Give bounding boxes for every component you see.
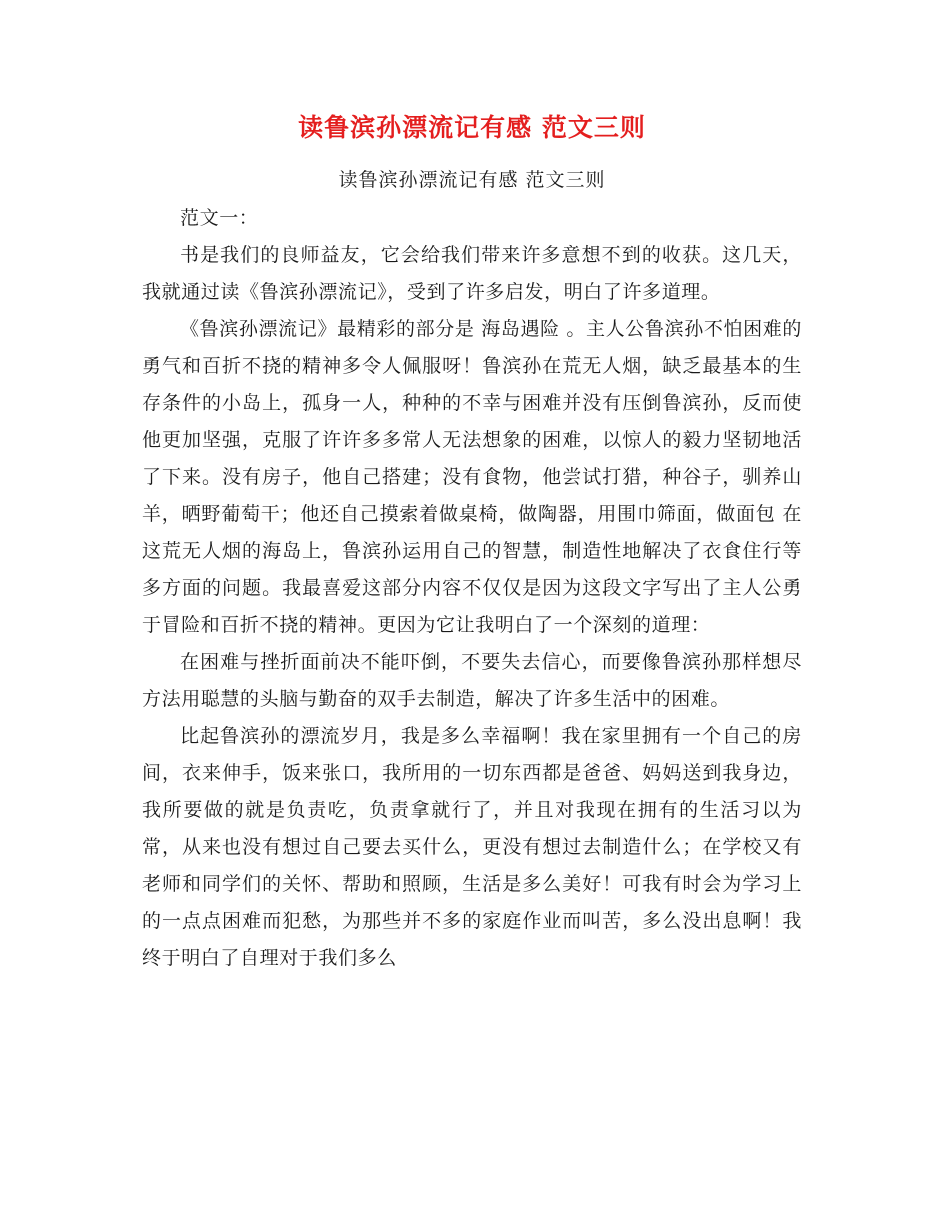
document-title: 读鲁滨孙漂流记有感 范文三则	[298, 113, 646, 142]
paragraph-heading: 范文一：	[180, 207, 259, 229]
paragraph: 书是我们的良师益友，它会给我们带来许多意想不到的收获。这几天，我就通过读《鲁滨孙漂流记》，受到了许多启发，明白了许多道理。	[142, 244, 802, 303]
paragraph: 《鲁滨孙漂流记》最精彩的部分是 海岛遇险 。主人公鲁滨孙不怕困难的勇气和百折不挠的精神多令人佩服呀！鲁滨孙在荒无人烟，缺乏最基本的生存条件的小岛上，孤身一人，种种的不幸与困难并没有压倒鲁滨孙，反而使他更加坚强，克服了许许多多常人无法想象的困难，以惊人的毅力坚韧地活了下来。没有房子，他自己搭建；没有食物，他尝试打猎，种谷子，驯养山羊，晒野葡萄干；他还自己摸索着做桌椅，做陶器，用围巾筛面，做面包 在这荒无人烟的海岛上，鲁滨孙运用自己的智慧，制造性地解决了衣食住行等多方面的问题。我最喜爱这部分内容不仅仅是因为这段文字写出了主人公勇于冒险和百折不挠的精神。更因为它让我明白了一个深刻的道理：	[142, 318, 802, 636]
paragraph: 在困难与挫折面前决不能吓倒，不要失去信心，而要像鲁滨孙那样想尽方法用聪慧的头脑与勤奋的双手去制造，解决了许多生活中的困难。	[142, 651, 802, 710]
document-page	[142, 110, 802, 977]
document-body	[142, 200, 802, 977]
paragraph: 比起鲁滨孙的漂流岁月，我是多么幸福啊！我在家里拥有一个自己的房间，衣来伸手，饭来张口，我所用的一切东西都是爸爸、妈妈送到我身边，我所要做的就是负责吃，负责拿就行了，并且对我现在拥有的生活习以为常，从来也没有想过自己要去买什么，更没有想过去制造什么；在学校又有老师和同学们的关怀、帮助和照顾，生活是多么美好！可我有时会为学习上的一点点困难而犯愁，为那些并不多的家庭作业而叫苦，多么没出息啊！我终于明白了自理对于我们多么	[142, 725, 802, 969]
document-subtitle: 读鲁滨孙漂流记有感 范文三则	[338, 169, 606, 191]
